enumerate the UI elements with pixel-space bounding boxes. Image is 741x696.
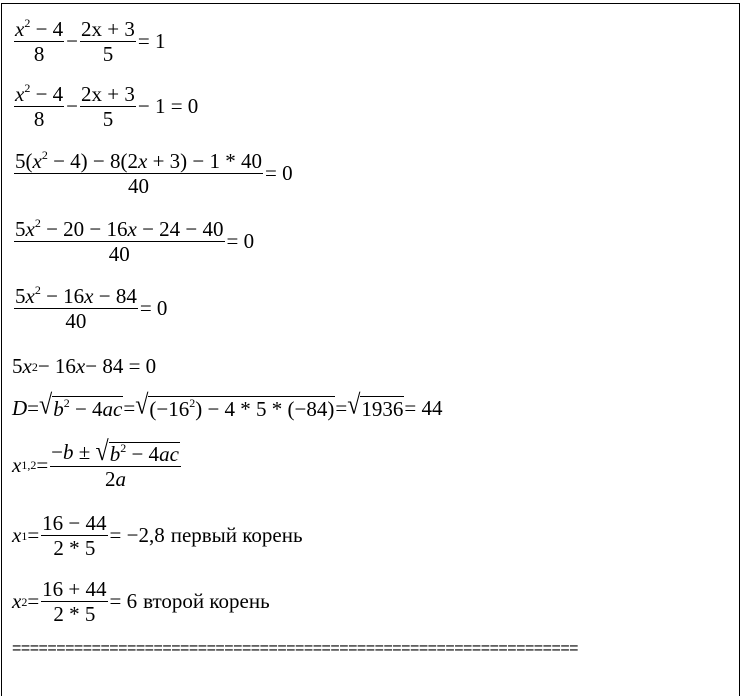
rhs-text: = 6 [109, 589, 138, 614]
numerator-text: − [51, 440, 64, 464]
fraction [80, 83, 136, 130]
equation-text: 5 [12, 354, 23, 378]
fraction: $\frac{x^2 - 4}{8}$ [15, 81, 64, 132]
operator: = [27, 589, 40, 614]
radicand-text: (−16 [149, 397, 190, 421]
denominator-text: 2 [105, 467, 116, 492]
equation-line-1 [12, 18, 165, 65]
sqrt-expression: √ $(-16^2) - 4 * 5 * (-84)$ [135, 390, 335, 421]
numerator-text: − 24 − 40 [136, 217, 224, 241]
denominator-text: 5 [102, 42, 114, 67]
operator: = [27, 395, 40, 420]
fraction [41, 512, 107, 559]
variable-x: x [12, 589, 22, 614]
root-note: первый корень [170, 523, 303, 548]
fraction [80, 18, 136, 65]
equation-line-4 [12, 218, 254, 265]
numerator-text: 2x + 3 [81, 17, 135, 41]
denominator-text: 8 [33, 107, 45, 132]
rhs-text: = 0 [265, 161, 293, 186]
rhs-text: = 0 [226, 229, 255, 254]
operator: = [123, 395, 136, 420]
denominator-text: 8 [33, 42, 45, 67]
numerator-text: − 20 − 16 [40, 217, 128, 241]
fraction: $\frac{5x^2 - 16x - 84}{40}$ [15, 283, 137, 334]
equation-text: − 84 = 0 [85, 354, 157, 378]
operator: − [66, 29, 79, 54]
numerator-text: − 84 [93, 284, 137, 308]
rhs-text: − 1 = 0 [137, 94, 199, 119]
denominator-text: 40 [108, 242, 130, 267]
numerator-text: ± [73, 440, 96, 464]
numerator-text: − 16 [40, 284, 85, 308]
fraction: $\frac{5x^2 - 20 - 16x - 24 - 40}{40}$ [15, 216, 224, 267]
equation-line-9-root-1: x 1 = $\frac{16 - 44}{2 * 5}$ = −2,8 первый корень [12, 511, 303, 561]
radicand-text: 1936 [361, 397, 404, 421]
numerator-text: − 4 [30, 82, 64, 106]
variable-x: x [12, 523, 22, 548]
equation-line-3 [12, 150, 293, 197]
numerator-text: 16 − 44 [42, 511, 107, 535]
discriminant-symbol: D [12, 395, 28, 420]
fraction [41, 578, 107, 625]
sqrt-expression: √ $b^2 - 4ac$ [39, 390, 123, 421]
rhs-text: = 1 [137, 29, 166, 54]
numerator-text: − 4 [30, 17, 64, 41]
equation-line-2 [12, 83, 198, 130]
variable-a: a [115, 467, 127, 492]
numerator-text: 5 [15, 217, 26, 241]
operator: − [66, 94, 79, 119]
rhs-text: = −2,8 [109, 523, 165, 548]
numerator-text: + 3) − 1 * 40 [147, 149, 263, 173]
fraction: −b ± √ $b^2 - 4ac$ 2a [51, 436, 179, 492]
variable-x: x [15, 82, 25, 106]
equation-text: − 16 [37, 354, 76, 378]
equation-line-8-roots-formula: x 1,2 = −b ± √ $b^2 - 4ac$ 2a [12, 436, 179, 492]
numerator-text: − 4) − 8(2 [47, 149, 139, 173]
variable-x: x [12, 452, 22, 477]
operator: = [27, 523, 40, 548]
equation-line-10-root-2: x 2 = $\frac{16 + 44}{2 * 5}$ = 6 второй корень [12, 577, 270, 627]
equation-line-5 [12, 285, 167, 332]
root-note: второй корень [143, 589, 270, 614]
rhs-text: = 44 [404, 395, 443, 420]
separator-line: ================================================================ [12, 640, 578, 657]
variable-b: b [53, 397, 64, 421]
operator: = [335, 395, 348, 420]
numerator-text: 2x + 3 [81, 82, 135, 106]
denominator-text: 40 [128, 174, 150, 199]
variable-x: x [15, 17, 25, 41]
denominator-text: 2 * 5 [53, 602, 96, 627]
numerator-text: 5 [15, 284, 26, 308]
equation-line-6: 5 x 2 − 16 x − 84 = 0 [12, 354, 157, 378]
operator: = [36, 452, 49, 477]
denominator-text: 2 * 5 [53, 536, 96, 561]
radicand-text: ) − 4 * 5 * (−84) [195, 397, 335, 421]
numerator-text: 16 + 44 [42, 577, 107, 601]
denominator-text: 5 [102, 107, 114, 132]
rhs-text: = 0 [139, 296, 168, 321]
numerator-text: 5( [15, 149, 33, 173]
radicand-text: − 4 [69, 397, 103, 421]
fraction: $\frac{x^2 - 4}{8}$ [15, 16, 64, 67]
denominator-text: 40 [65, 309, 87, 334]
equation-line-7-discriminant [12, 390, 443, 422]
sqrt-expression: √ 1936 [347, 390, 404, 421]
fraction: $\frac{5(x^2 - 4) - 8(2x + 3) - 1 * 40}{40}$ [15, 148, 263, 199]
